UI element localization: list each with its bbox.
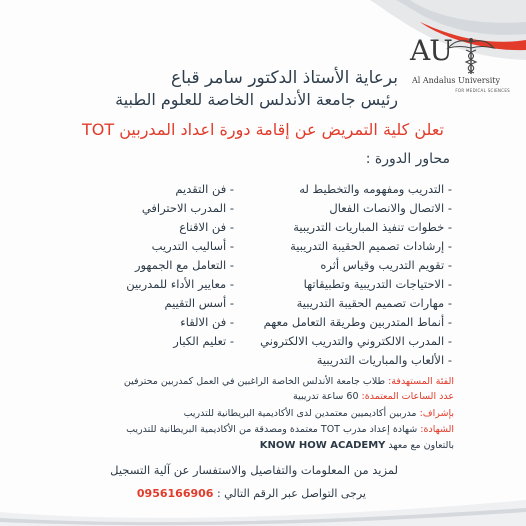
logo-subtitle: FOR MEDICAL SCIENCES: [455, 88, 510, 93]
list-item: - أنماط المتدربين وطريقة التعامل معهم: [263, 315, 452, 329]
certificate-label: الشهادة:: [420, 424, 454, 435]
list-item: - الاتصال والانصات الفعال: [329, 201, 452, 215]
sponsor-line-1: برعاية الأستاذ الدكتور سامر قباع: [171, 68, 398, 88]
list-item: - فن الالقاء: [180, 315, 234, 329]
list-item: - خطوات تنفيذ المباريات التدريبية: [293, 220, 452, 234]
axes-right-column: [242, 180, 452, 370]
list-item: - التدريب ومفهومه والتخطيط له: [299, 182, 452, 196]
list-item: - التعامل مع الجمهور: [134, 258, 234, 272]
contact-prefix: يرجى التواصل عبر الرقم التالي :: [216, 487, 366, 500]
target-audience-label: الفئة المستهدفة:: [388, 376, 454, 387]
axes-left-column: [84, 180, 234, 351]
partner-name: KNOW HOW ACADEMY: [259, 440, 386, 451]
course-announcement: تعلن كلية التمريض عن إقامة دورة اعداد المدربين TOT: [82, 120, 444, 139]
list-item: - أسس التقييم: [164, 296, 234, 310]
list-item: - فن الاقناع: [179, 220, 234, 234]
certificate-value: شهادة إعداد مدرب TOT معتمدة ومصدقة من الأكاديمية البريطانية للتدريب: [126, 424, 418, 435]
list-item: - المدرب الاحترافي: [141, 201, 234, 215]
list-item: - مهارات تصميم الحقيبة التدريبية: [296, 296, 452, 310]
list-item: - تعليم الكبار: [173, 334, 234, 348]
target-audience: [4, 376, 454, 388]
list-item: - إرشادات تصميم الحقيبة التدريبية: [290, 239, 452, 253]
list-item: - فن التقديم: [175, 182, 234, 196]
decorative-swoosh-bottom: [0, 486, 526, 526]
list-item: - تقويم التدريب وقياس أثره: [320, 258, 452, 272]
supervision-value: مدربين أكاديميين معتمدين لدى الأكاديمية البريطانية للتدريب: [183, 408, 417, 419]
more-info-text: لمزيد من المعلومات والتفاصيل والاستفسار عن آلية التسجيل: [110, 463, 398, 477]
list-item: - معايير الأداء للمدربين: [126, 277, 234, 291]
supervision: [4, 408, 454, 420]
list-item: - المدرب الالكتروني والتدريب الالكتروني: [260, 334, 452, 348]
logo-university-name: Al Andalus University: [412, 76, 500, 85]
phone-number[interactable]: 0956166906: [136, 487, 214, 500]
caduceus-icon: [446, 36, 496, 76]
sponsor-line-2: رئيس جامعة الأندلس الخاصة للعلوم الطبية: [115, 90, 398, 109]
partner: [4, 440, 454, 452]
list-item: - الألعاب والمباريات التدريبية: [316, 353, 452, 367]
partner-prefix: بالتعاون مع معهد: [388, 440, 454, 451]
list-item: - الاحتياجات التدريبية وتطبيقاتها: [303, 277, 452, 291]
credit-hours-value: 60 ساعة تدريبية: [293, 391, 359, 402]
credit-hours: [4, 391, 454, 403]
university-logo: [402, 34, 510, 110]
course-axes-title: محاور الدورة :: [365, 151, 450, 167]
list-item: - أساليب التدريب: [151, 239, 234, 253]
logo-mark: AU: [410, 34, 452, 67]
certificate: [4, 424, 454, 436]
target-audience-value: طلاب جامعة الأندلس الخاصة الراغبين في العمل كمدربين محترفين: [123, 376, 386, 387]
supervision-label: بإشراف:: [419, 408, 454, 419]
credit-hours-label: عدد الساعات المعتمدة:: [361, 391, 454, 402]
